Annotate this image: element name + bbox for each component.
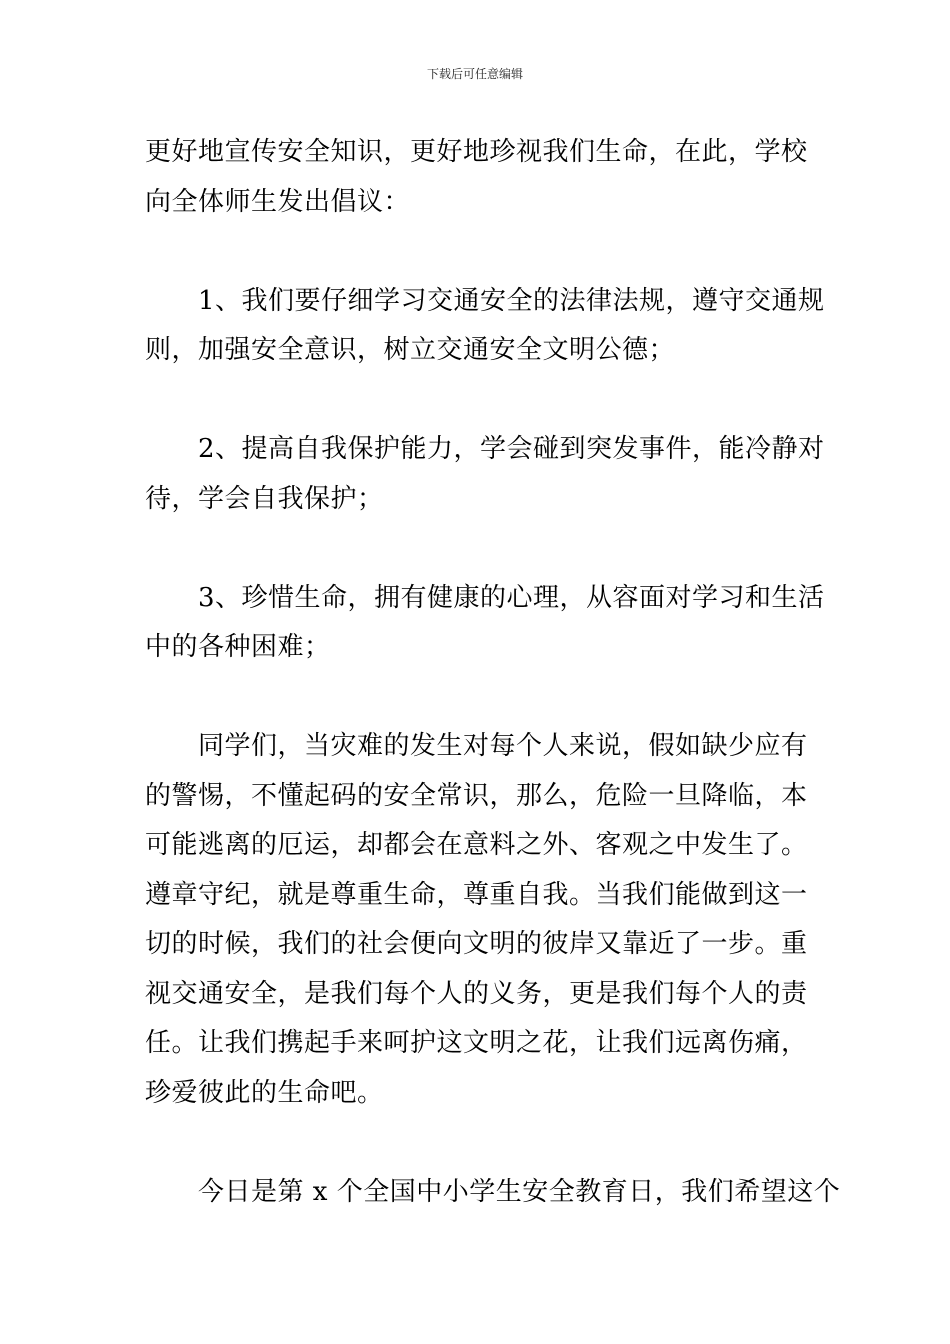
text-line: 则，加强安全意识，树立交通安全文明公德； xyxy=(145,335,676,365)
text-line: 的警惕，不懂起码的安全常识，那么，危险一旦降临，本 xyxy=(145,780,808,811)
document-body xyxy=(145,128,841,1217)
paragraph-gap xyxy=(145,524,810,574)
text-line: 任。让我们携起手来呵护这文明之花，让我们远离伤痛， xyxy=(145,1028,808,1058)
paragraph xyxy=(145,722,810,1118)
paragraph xyxy=(145,277,825,376)
text-line: 同学们，当灾难的发生对每个人来说，假如缺少应有 xyxy=(145,731,808,761)
text-line: 更好地宣传安全知识，更好地珍视我们生命，在此，学校 xyxy=(145,137,808,167)
paragraph-gap xyxy=(145,227,810,277)
text-line: 1、我们要仔细学习交通安全的法律法规，遵守交通规 xyxy=(145,285,825,316)
paragraph xyxy=(145,128,810,227)
text-line: 3、珍惜生命，拥有健康的心理，从容面对学习和生活 xyxy=(145,582,825,613)
text-line: 视交通安全，是我们每个人的义务，更是我们每个人的责 xyxy=(145,978,808,1009)
paragraph xyxy=(145,425,825,524)
text-line: 今日是第 x 个全国中小学生安全教育日，我们希望这个 xyxy=(145,1176,841,1207)
paragraph xyxy=(145,1168,841,1218)
text-line: 2、提高自我保护能力，学会碰到突发事件，能冷静对 xyxy=(145,434,825,464)
paragraph-gap xyxy=(145,376,810,426)
paragraph-gap xyxy=(145,673,810,723)
text-line: 珍爱彼此的生命吧。 xyxy=(145,1077,384,1108)
paragraph-gap xyxy=(145,1118,810,1168)
text-line: 切的时候，我们的社会便向文明的彼岸又靠近了一步。重 xyxy=(145,929,808,959)
paragraph xyxy=(145,574,825,673)
page-header: 下载后可任意编辑 xyxy=(426,67,523,81)
text-line: 待，学会自我保护； xyxy=(145,483,384,514)
text-line: 中的各种困难； xyxy=(145,632,331,662)
text-line: 向全体师生发出倡议： xyxy=(145,186,411,217)
text-line: 可能逃离的厄运，却都会在意料之外、客观之中发生了。 xyxy=(145,830,808,860)
text-line: 遵章守纪，就是尊重生命，尊重自我。当我们能做到这一 xyxy=(145,879,808,910)
